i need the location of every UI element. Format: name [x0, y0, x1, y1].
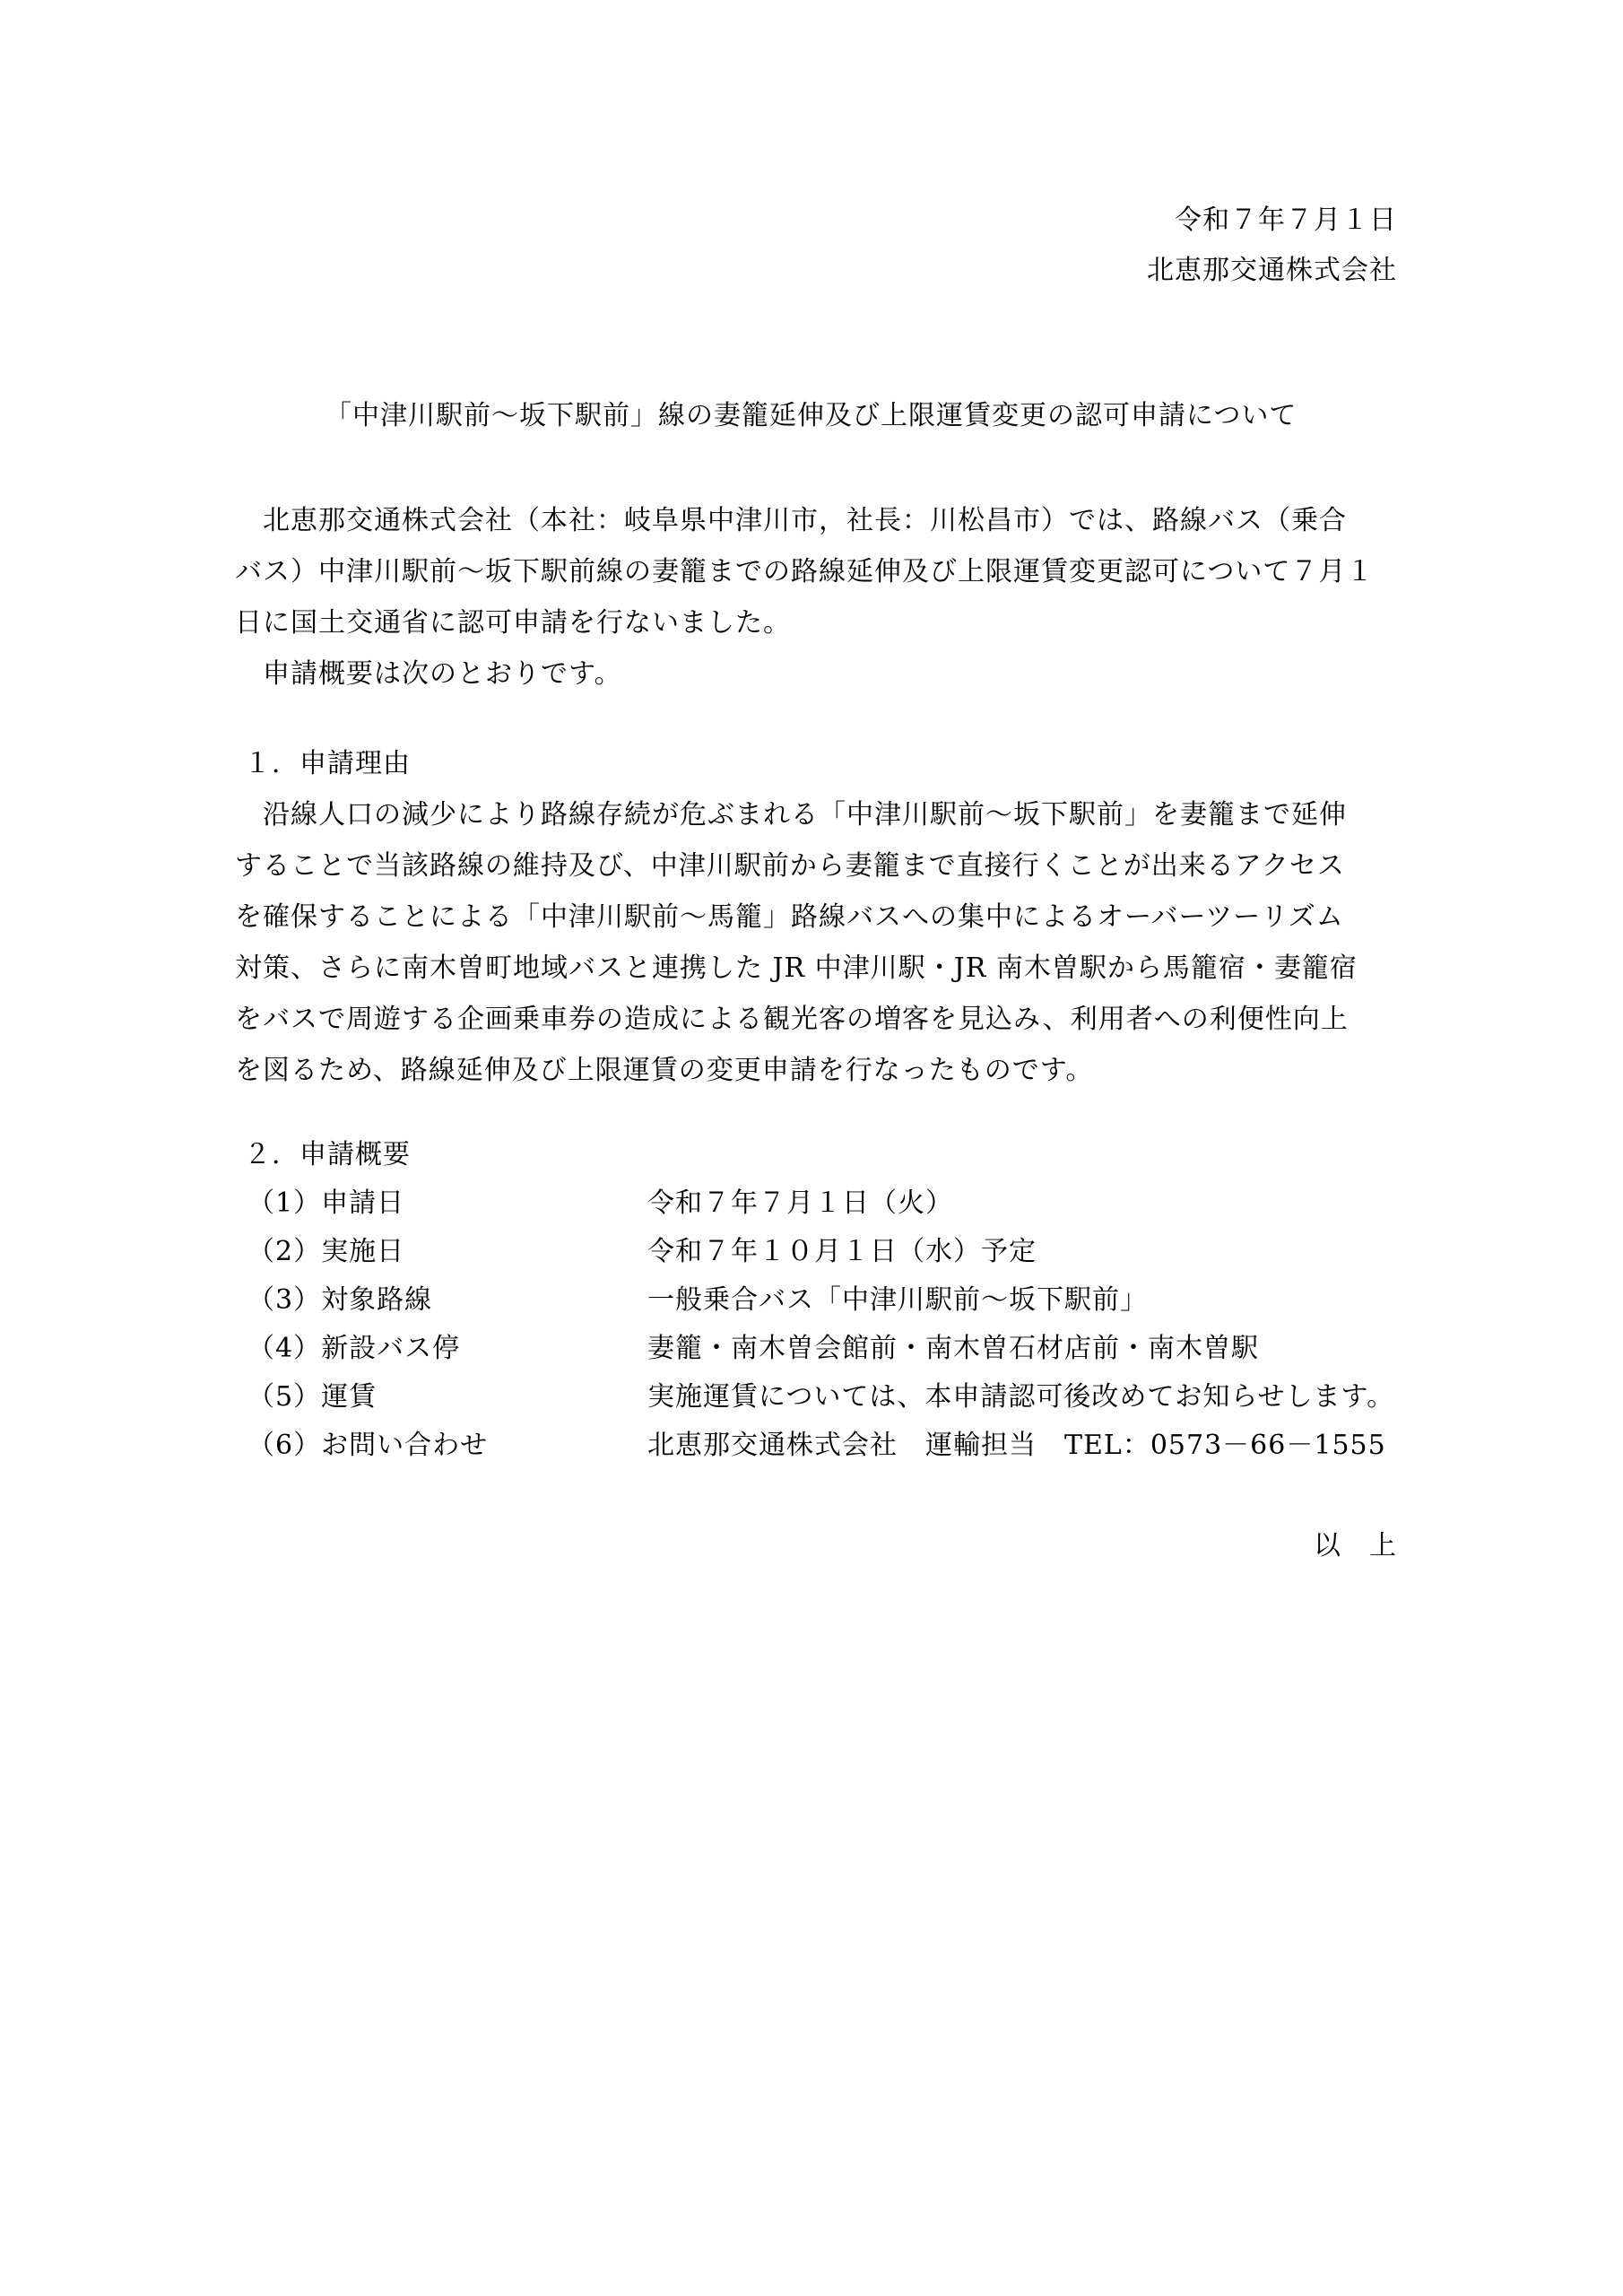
reason-line: 沿線人口の減少により路線存続が危ぶまれる「中津川駅前～坂下駅前」を妻籠まで延伸: [235, 799, 1347, 831]
item-value-new-bus-stops: 妻籠・南木曽会館前・南木曽石材店前・南木曽駅: [647, 1333, 1259, 1364]
item-value-application-date: 令和７年７月１日（火）: [647, 1187, 953, 1219]
item-label-contact: （6）お問い合わせ: [247, 1430, 489, 1461]
reason-line: を図るため、路線延伸及び上限運賃の変更申請を行なったものです。: [235, 1055, 1094, 1086]
item-label-target-route: （3）対象路線: [247, 1284, 433, 1316]
item-value-contact: 北恵那交通株式会社 運輸担当 TEL：0573－66－1555: [647, 1430, 1386, 1461]
intro-line: 日に国土交通省に認可申請を行ないました。: [235, 607, 791, 639]
section1-heading: １．申請理由: [244, 748, 411, 779]
item-label-fare: （5）運賃: [247, 1381, 378, 1413]
reason-line: をバスで周遊する企画乗車券の造成による観光客の増客を見込み、利用者への利便性向上: [235, 1004, 1349, 1035]
reason-line: 対策、さらに南木曽町地域バスと連携した JR 中津川駅・JR 南木曽駅から馬籠宿・妻籠宿: [235, 952, 1358, 984]
intro-line: 北恵那交通株式会社（本社：岐阜県中津川市，社長：川松昌市）では、路線バス（乗合: [235, 505, 1347, 536]
item-value-target-route: 一般乗合バス「中津川駅前～坂下駅前」: [647, 1284, 1148, 1316]
intro-line: バス）中津川駅前～坂下駅前線の妻籠までの路線延伸及び上限運賃変更認可について７月１: [235, 556, 1375, 587]
issuer-company: 北恵那交通株式会社: [1147, 255, 1397, 286]
item-value-fare: 実施運賃については、本申請認可後改めてお知らせします。: [647, 1381, 1395, 1413]
item-label-new-bus-stops: （4）新設バス停: [247, 1333, 461, 1364]
intro-paragraph: [235, 495, 1401, 700]
item-label-application-date: （1）申請日: [247, 1187, 405, 1219]
document-title: 「中津川駅前～坂下駅前」線の妻籠延伸及び上限運賃変更の認可申請について: [325, 400, 1298, 431]
section1-paragraph: [235, 789, 1401, 1096]
item-value-implementation-date: 令和７年１０月１日（水）予定: [647, 1236, 1037, 1267]
document-date: 令和７年７月１日: [1175, 204, 1397, 236]
intro-line: 申請概要は次のとおりです。: [235, 658, 622, 690]
section2-heading: ２．申請概要: [244, 1139, 411, 1170]
item-label-implementation-date: （2）実施日: [247, 1236, 405, 1267]
reason-line: を確保することによる「中津川駅前～馬籠」路線バスへの集中によるオーバーツーリズム: [235, 901, 1344, 933]
closing-mark: 以 上: [1314, 1530, 1397, 1561]
reason-line: することで当該路線の維持及び、中津川駅前から妻籠まで直接行くことが出来るアクセス: [235, 850, 1345, 882]
